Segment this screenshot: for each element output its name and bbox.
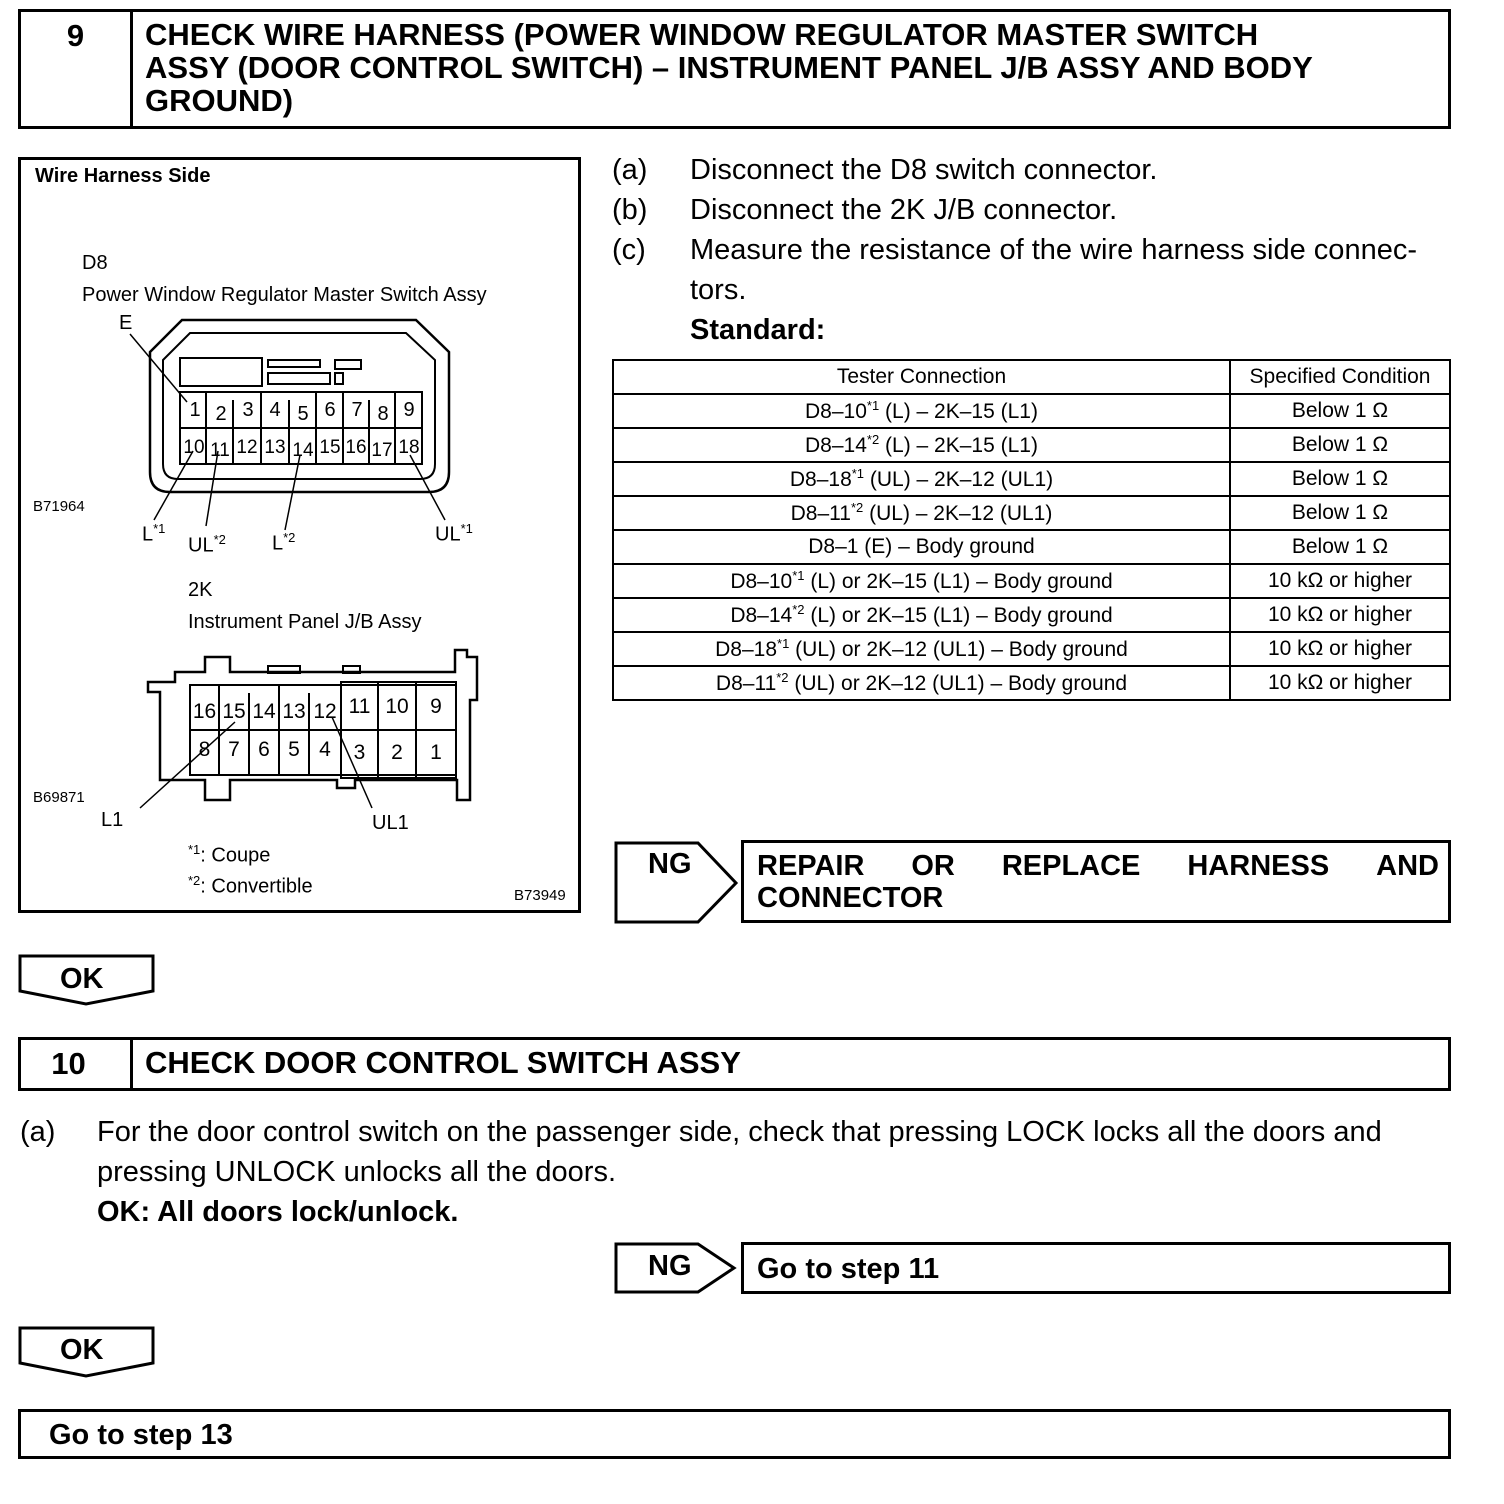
d8-slot-small-2 <box>268 373 330 384</box>
specified-condition-cell: 10 kΩ or higher <box>1230 666 1450 700</box>
d8-connector-name: Power Window Regulator Master Switch Assy <box>82 284 487 306</box>
k2-pin-5: 5 <box>288 738 300 761</box>
d8-pin-16: 16 <box>345 437 367 458</box>
ng-2-result-text: Go to step 11 <box>757 1253 940 1285</box>
tester-connection-cell <box>613 428 1230 462</box>
table-row <box>613 666 1450 700</box>
step-10-instruction-line-2: pressing UNLOCK unlocks all the doors. <box>97 1156 617 1188</box>
k2-pin-2: 2 <box>391 741 403 764</box>
specified-condition-cell: Below 1 Ω <box>1230 496 1450 530</box>
model-mark: *1 <box>851 466 865 481</box>
resistance-spec-table <box>612 359 1451 701</box>
table-row <box>613 598 1450 632</box>
d8-slot-small-3 <box>335 360 361 369</box>
step-9-title-line-3: GROUND) <box>145 83 294 118</box>
d8-pin-7: 7 <box>351 399 363 421</box>
footnote-convertible <box>188 873 313 899</box>
d8-pin-6: 6 <box>324 399 336 421</box>
e-terminal-label: E <box>119 312 133 334</box>
instruction-c <box>612 234 1457 314</box>
k2-pin-8: 8 <box>198 738 211 761</box>
d8-pin-4: 4 <box>269 399 281 421</box>
diagram-heading: Wire Harness Side <box>35 165 211 187</box>
ng-1-word-2: OR <box>911 850 955 882</box>
ul-star2-leader-line <box>206 451 218 526</box>
ng-1-result-box <box>741 840 1451 923</box>
step-10-ok-criteria: OK: All doors lock/unlock. <box>97 1196 459 1228</box>
l-leader-line <box>154 451 193 520</box>
ng-1-word-5: AND <box>1376 850 1439 882</box>
ng-1-result-line-1 <box>757 850 1439 883</box>
k2-pin-11: 11 <box>348 695 371 718</box>
final-step-box <box>18 1409 1451 1459</box>
step-10-number: 10 <box>51 1046 86 1081</box>
diagram-figure-code: B73949 <box>514 887 566 904</box>
callout-ul1: UL1 <box>372 812 409 834</box>
instruction-b-letter: (b) <box>612 194 648 226</box>
specified-condition-cell: Below 1 Ω <box>1230 428 1450 462</box>
tester-connection-post: (UL) or 2K–12 (UL1) – Body ground <box>789 638 1128 661</box>
d8-pin-11: 11 <box>210 440 230 461</box>
tester-connection-cell <box>613 462 1230 496</box>
table-row <box>613 496 1450 530</box>
specified-condition-cell: Below 1 Ω <box>1230 394 1450 428</box>
d8-pin-1: 1 <box>189 399 201 421</box>
step-10-title: CHECK DOOR CONTROL SWITCH ASSY <box>145 1045 741 1080</box>
ng-1-word-1: REPAIR <box>757 850 865 882</box>
callout-l-star1 <box>142 521 165 547</box>
table-row <box>613 530 1450 564</box>
table-row <box>613 394 1450 428</box>
model-mark: *1 <box>777 636 790 651</box>
callout-l2-text: L <box>272 532 284 555</box>
tester-connection-post: (L) or 2K–15 (L1) – Body ground <box>804 604 1113 627</box>
callout-ul-text: UL <box>188 534 214 557</box>
model-mark: *1 <box>792 568 805 583</box>
k2-pin-1: 1 <box>430 741 442 764</box>
callout-l-mark: *1 <box>153 521 166 536</box>
k2-connector-name: Instrument Panel J/B Assy <box>188 611 422 633</box>
d8-slot-large <box>180 358 262 386</box>
callout-ul2-text: UL <box>435 523 461 546</box>
k2-pin-4: 4 <box>319 738 331 761</box>
callout-ul2-mark: *1 <box>460 521 473 536</box>
tester-connection-post: (UL) – 2K–12 (UL1) <box>864 468 1054 491</box>
final-step-text: Go to step 13 <box>49 1419 233 1451</box>
table-row <box>613 428 1450 462</box>
ng-1-label: NG <box>648 848 692 880</box>
l1-leader-line <box>140 722 235 808</box>
instruction-c-letter: (c) <box>612 234 646 266</box>
d8-pin-17: 17 <box>371 440 393 461</box>
k2-figure-code: B69871 <box>33 789 85 806</box>
d8-pin-10: 10 <box>183 437 205 458</box>
model-mark: *1 <box>866 398 880 413</box>
k2-pin-16: 16 <box>192 700 217 723</box>
callout-l1: L1 <box>101 809 124 831</box>
tester-connection-pre: D8–1 (E) – Body ground <box>808 535 1035 558</box>
standard-label: Standard: <box>690 314 826 346</box>
tester-connection-post: (UL) – 2K–12 (UL1) <box>863 502 1053 525</box>
footnote-coupe-mark: *1 <box>188 842 201 857</box>
specified-condition-cell: 10 kΩ or higher <box>1230 598 1450 632</box>
d8-pin-9: 9 <box>403 399 415 421</box>
instruction-b-text: Disconnect the 2K J/B connector. <box>690 194 1118 226</box>
d8-pin-12: 12 <box>236 437 258 458</box>
d8-pin-2: 2 <box>215 403 227 425</box>
instruction-c-text-line-2: tors. <box>690 274 747 306</box>
model-mark: *2 <box>850 500 864 515</box>
k2-pin-10: 10 <box>385 695 409 718</box>
tester-connection-pre: D8–10 <box>730 570 793 593</box>
table-row <box>613 632 1450 666</box>
ng-2-label: NG <box>648 1250 692 1282</box>
table-row <box>613 564 1450 598</box>
instruction-a-letter: (a) <box>612 154 648 186</box>
model-mark: *2 <box>792 602 805 617</box>
tester-connection-cell <box>613 632 1230 666</box>
callout-ul-star1 <box>435 521 473 547</box>
d8-figure-code: B71964 <box>33 498 85 515</box>
step-9-title-line-2: ASSY (DOOR CONTROL SWITCH) – INSTRUMENT PANEL J/B ASSY AND BODY <box>145 50 1313 85</box>
instruction-a <box>612 154 1457 194</box>
footnote-coupe <box>188 842 270 868</box>
d8-pin-5: 5 <box>297 403 309 425</box>
tester-connection-cell <box>613 598 1230 632</box>
callout-ul-star2 <box>188 532 226 558</box>
specified-condition-cell: Below 1 Ω <box>1230 462 1450 496</box>
callout-l-text: L <box>142 523 154 546</box>
specified-condition-cell: Below 1 Ω <box>1230 530 1450 564</box>
instruction-c-text-line-1: Measure the resistance of the wire harness side connec- <box>690 234 1417 266</box>
tester-connection-cell <box>613 496 1230 530</box>
tester-connection-pre: D8–11 <box>790 502 851 525</box>
d8-connector-code: D8 <box>82 252 108 274</box>
table-row <box>613 462 1450 496</box>
k2-pin-6: 6 <box>258 738 270 761</box>
instruction-a-text: Disconnect the D8 switch connector. <box>690 154 1158 186</box>
table-header-tester: Tester Connection <box>613 360 1230 394</box>
footnote-convertible-mark: *2 <box>188 873 201 888</box>
tester-connection-pre: D8–18 <box>715 638 778 661</box>
k2-pin-9: 9 <box>430 695 442 718</box>
callout-l-star2 <box>272 530 295 556</box>
k2-pin-12: 12 <box>313 700 337 723</box>
k2-pin-7: 7 <box>228 738 240 761</box>
tester-connection-cell <box>613 666 1230 700</box>
d8-pin-15: 15 <box>319 437 341 458</box>
k2-pin-15: 15 <box>222 700 246 723</box>
d8-pin-3: 3 <box>242 399 254 421</box>
specified-condition-cell: 10 kΩ or higher <box>1230 564 1450 598</box>
step-10-instruction-letter: (a) <box>20 1116 56 1148</box>
ul-star1-leader-line <box>410 455 445 520</box>
tester-connection-post: (L) – 2K–15 (L1) <box>879 400 1038 423</box>
ok-2-label: OK <box>60 1334 104 1366</box>
d8-pin-13: 13 <box>264 437 286 458</box>
ok-1-label: OK <box>60 963 104 995</box>
table-header-condition: Specified Condition <box>1230 360 1450 394</box>
d8-slot-small-1 <box>268 360 320 367</box>
specified-condition-cell: 10 kΩ or higher <box>1230 632 1450 666</box>
k2-pin-3: 3 <box>353 741 366 764</box>
tester-connection-cell <box>613 564 1230 598</box>
footnote-convertible-text: : Convertible <box>200 875 313 898</box>
ng-1-result-line-2: CONNECTOR <box>757 882 944 914</box>
tester-connection-pre: D8–18 <box>789 468 852 491</box>
step-10-divider <box>130 1037 133 1091</box>
ng-1-word-3: REPLACE <box>1001 850 1141 882</box>
table-header-row <box>613 360 1450 394</box>
tester-connection-pre: D8–14 <box>730 604 793 627</box>
callout-l2-mark: *2 <box>283 530 296 545</box>
d8-pin-14: 14 <box>292 440 314 461</box>
callout-ul-mark: *2 <box>213 532 226 547</box>
d8-pin-8: 8 <box>377 403 389 425</box>
tester-connection-post: (L) or 2K–15 (L1) – Body ground <box>804 570 1113 593</box>
tester-connection-pre: D8–11 <box>715 672 777 695</box>
footnote-coupe-text: : Coupe <box>200 844 271 867</box>
d8-slot-small-4 <box>335 373 343 384</box>
tester-connection-cell <box>613 394 1230 428</box>
tester-connection-pre: D8–14 <box>805 434 867 457</box>
step-10-instruction-line-1: For the door control switch on the passenger side, check that pressing LOCK locks all the doors and <box>97 1116 1382 1148</box>
tester-connection-post: (L) – 2K–15 (L1) <box>879 434 1038 457</box>
ng-1-word-4: HARNESS <box>1187 850 1330 882</box>
k2-pin-14: 14 <box>252 700 276 723</box>
tester-connection-post: (UL) or 2K–12 (UL1) – Body ground <box>788 672 1128 695</box>
step-9-title-line-1: CHECK WIRE HARNESS (POWER WINDOW REGULATOR MASTER SWITCH <box>145 17 1259 52</box>
k2-connector-code: 2K <box>188 579 213 601</box>
tester-connection-cell <box>613 530 1230 564</box>
model-mark: *2 <box>866 432 880 447</box>
tester-connection-pre: D8–10 <box>805 400 867 423</box>
model-mark: *2 <box>776 670 789 685</box>
d8-pin-18: 18 <box>398 437 420 458</box>
k2-pin-13: 13 <box>282 700 306 723</box>
ng-2-result-box <box>741 1242 1451 1294</box>
step-9-number: 9 <box>66 18 85 53</box>
instruction-b <box>612 194 1457 234</box>
